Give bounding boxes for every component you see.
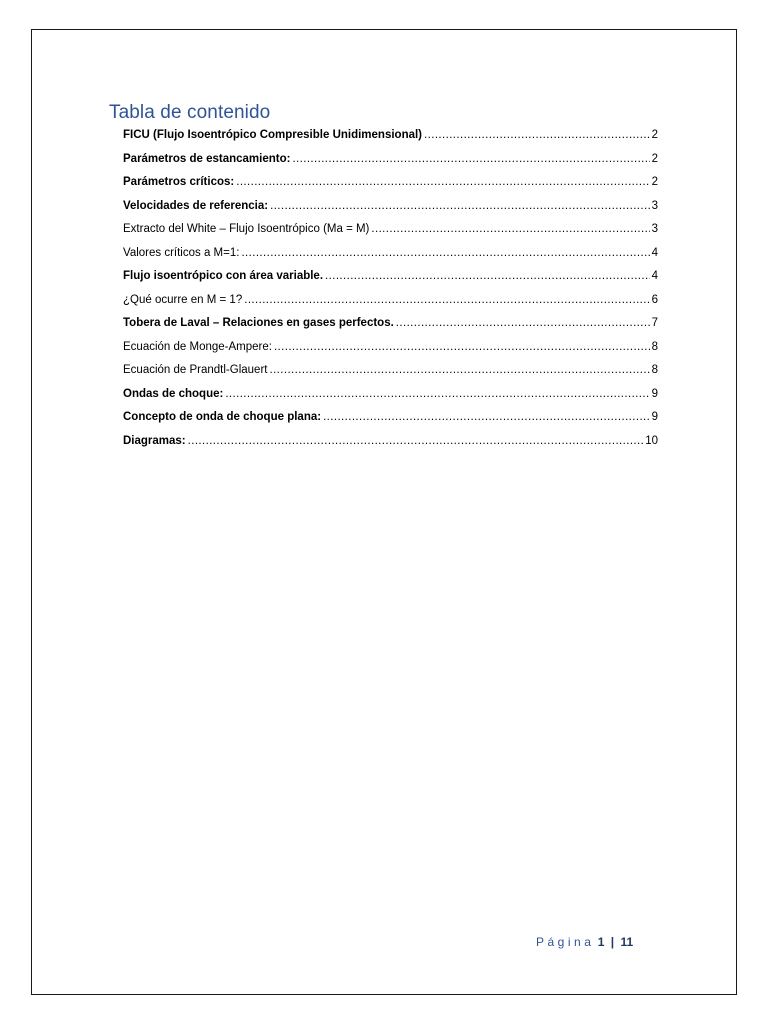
toc-entry-title: Tobera de Laval – Relaciones en gases perfectos. xyxy=(123,317,394,329)
toc-entry-page: 9 xyxy=(651,411,658,423)
toc-entry-title: Diagramas: xyxy=(123,434,186,447)
toc-entry-page: 2 xyxy=(651,176,658,188)
dot-leader xyxy=(396,313,650,333)
dot-leader xyxy=(244,290,649,310)
total-pages: 11 xyxy=(620,935,634,949)
page-separator: | xyxy=(610,935,615,949)
dot-leader xyxy=(188,431,644,451)
toc-entry-page: 2 xyxy=(651,129,658,141)
dot-leader xyxy=(236,172,649,192)
toc-entry[interactable] xyxy=(123,196,658,220)
toc-entry[interactable] xyxy=(123,407,658,431)
dot-leader xyxy=(424,125,650,145)
dot-leader xyxy=(270,196,649,216)
dot-leader xyxy=(292,149,649,169)
toc-entry-title: Parámetros de estancamiento: xyxy=(123,152,291,165)
toc-entry[interactable] xyxy=(123,313,658,337)
toc-entry[interactable] xyxy=(123,172,658,196)
current-page-number: 1 xyxy=(597,935,605,949)
toc-entry-title: Valores críticos a M=1: xyxy=(123,246,240,259)
dot-leader xyxy=(269,360,649,380)
toc-entry-page: 10 xyxy=(645,434,658,447)
toc-entry-page: 7 xyxy=(651,317,658,329)
dot-leader xyxy=(323,407,650,427)
toc-entry-page: 3 xyxy=(651,199,658,212)
toc-entry-title: Extracto del White – Flujo Isoentrópico (Ma = M) xyxy=(123,223,370,235)
toc-entry-page: 9 xyxy=(651,387,658,400)
toc-entry-title: ¿Qué ocurre en M = 1? xyxy=(123,293,243,306)
toc-entry-title: Flujo isoentrópico con área variable. xyxy=(123,270,324,282)
toc-entry-title: Velocidades de referencia: xyxy=(123,199,269,212)
toc-entry-title: FICU (Flujo Isoentrópico Compresible Unidimensional) xyxy=(123,129,423,141)
page-footer xyxy=(536,935,633,949)
dot-leader xyxy=(325,266,650,286)
toc-entry[interactable] xyxy=(123,125,658,149)
toc-entry[interactable] xyxy=(123,360,658,384)
toc-entry-title: Ecuación de Monge-Ampere: xyxy=(123,340,272,353)
toc-entry-page: 6 xyxy=(651,293,658,306)
toc-entry[interactable] xyxy=(123,431,658,455)
toc-entry-page: 4 xyxy=(651,270,658,282)
toc-heading: Tabla de contenido xyxy=(109,102,271,123)
toc-entry-title: Parámetros críticos: xyxy=(123,176,235,188)
toc-entry[interactable] xyxy=(123,337,658,361)
toc-entry-title: Concepto de onda de choque plana: xyxy=(123,411,322,423)
toc-entry-title: Ondas de choque: xyxy=(123,387,224,400)
table-of-contents xyxy=(123,125,658,454)
dot-leader xyxy=(371,219,649,239)
toc-entry-page: 8 xyxy=(651,364,658,376)
toc-entry[interactable] xyxy=(123,266,658,290)
dot-leader xyxy=(274,337,650,357)
toc-entry[interactable] xyxy=(123,149,658,173)
toc-entry-page: 2 xyxy=(651,152,658,165)
dot-leader xyxy=(225,384,649,404)
toc-entry[interactable] xyxy=(123,243,658,267)
page-word: Página xyxy=(536,935,595,949)
toc-entry-page: 3 xyxy=(651,223,658,235)
dot-leader xyxy=(241,243,649,263)
toc-entry[interactable] xyxy=(123,290,658,314)
toc-entry[interactable] xyxy=(123,384,658,408)
toc-entry-title: Ecuación de Prandtl-Glauert xyxy=(123,364,268,376)
toc-entry[interactable] xyxy=(123,219,658,243)
toc-entry-page: 4 xyxy=(651,246,658,259)
toc-entry-page: 8 xyxy=(651,340,658,353)
